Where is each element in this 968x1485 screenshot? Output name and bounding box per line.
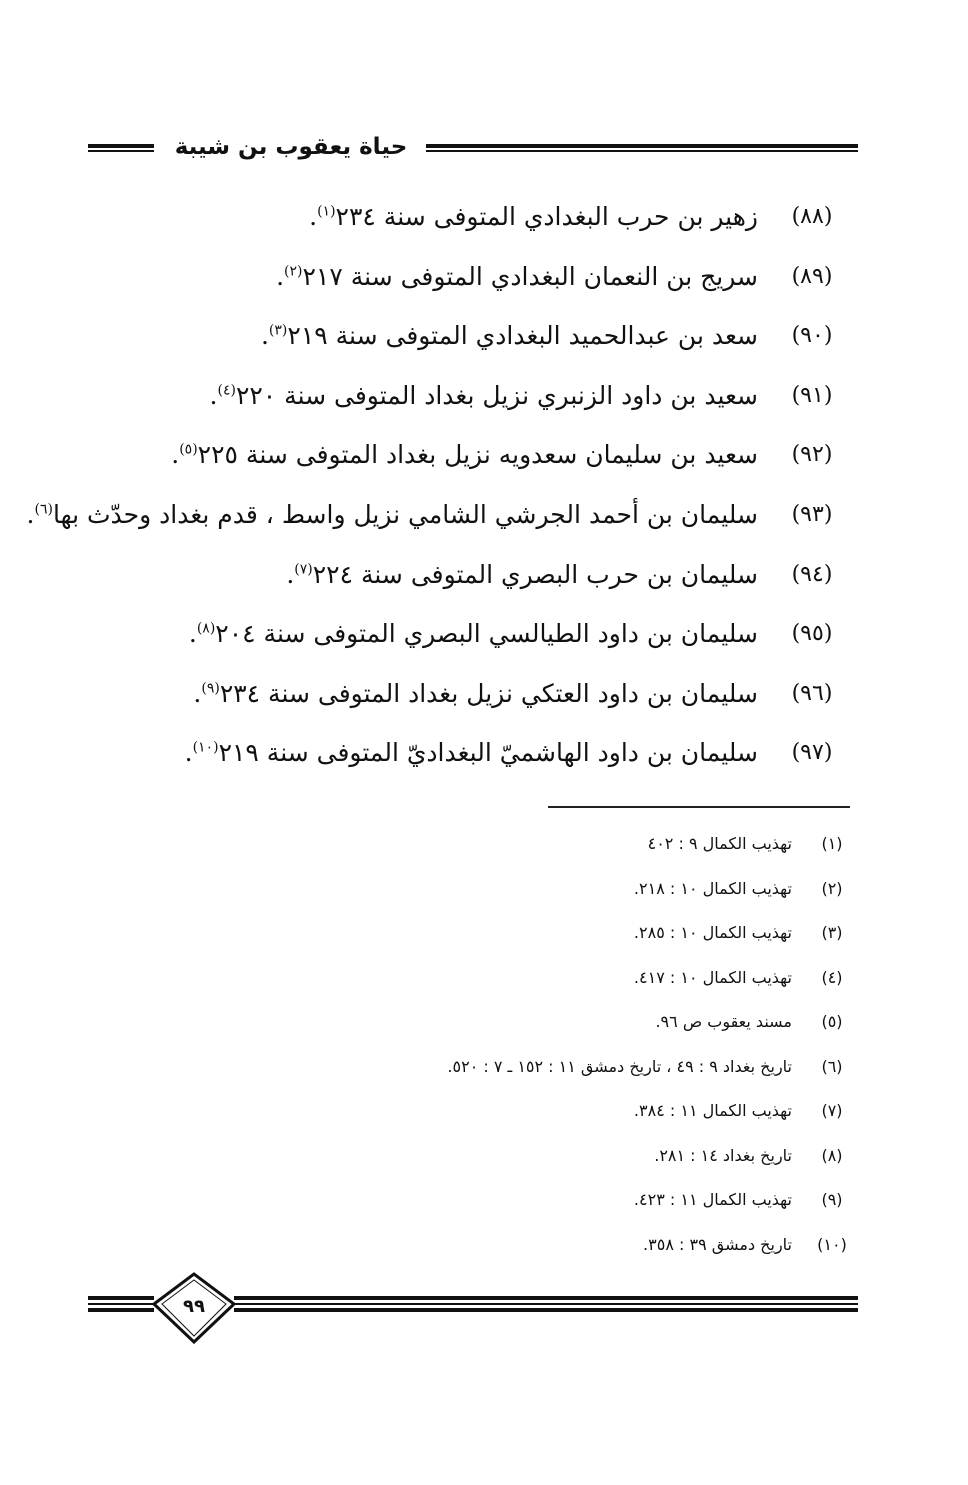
- narrator-entry: [82, 550, 842, 610]
- narrator-entry: [82, 192, 842, 252]
- entry-body: [286, 550, 758, 600]
- narrator-entry: [82, 252, 842, 312]
- entry-punctuation: .: [260, 321, 269, 351]
- narrator-entry: [82, 311, 842, 371]
- entry-body: [27, 490, 758, 540]
- entry-punctuation: .: [209, 380, 218, 410]
- entry-number: (٩٥): [791, 621, 833, 647]
- entry-text: سعيد بن داود الزنبري نزيل بغداد المتوفى سنة ٢٢٠: [235, 380, 758, 410]
- footnote: [152, 867, 852, 912]
- footnote: [152, 1178, 852, 1223]
- entry-text: سريج بن النعمان البغدادي المتوفى سنة ٢١٧: [302, 261, 758, 291]
- entry-punctuation: .: [184, 738, 193, 768]
- footnote-number: (١٠): [817, 1234, 847, 1254]
- footnote: [152, 1000, 852, 1045]
- page-number: ٩٩: [183, 1296, 205, 1317]
- entry-number: (٩٤): [791, 561, 833, 587]
- footnote-text: تهذيب الكمال ١٠ : ٢١٨.: [633, 878, 792, 898]
- entry-body: [261, 311, 758, 361]
- footnote: [152, 1045, 852, 1090]
- entry-body: [210, 371, 758, 421]
- footnote-number: (١): [821, 834, 843, 853]
- entry-punctuation: .: [276, 261, 285, 291]
- footnote-number: (٥): [821, 1012, 843, 1031]
- footnote: [152, 1134, 852, 1179]
- entry-body: [189, 609, 758, 659]
- footnote-text: تاريخ دمشق ٣٩ : ٣٥٨.: [643, 1234, 792, 1254]
- entry-number: (٩٧): [791, 740, 833, 766]
- entry-number: (٩٦): [791, 680, 833, 706]
- entry-text: سليمان بن حرب البصري المتوفى سنة ٢٢٤: [312, 559, 758, 589]
- narrator-entry: [82, 609, 842, 669]
- footnote-text: تاريخ بغداد ٩ : ٤٩ ، تاريخ دمشق ١١ : ١٥٢ ـ ٧ : ٥٢٠.: [447, 1056, 792, 1076]
- footnote-reference: (٧): [294, 561, 313, 578]
- entry-body: [193, 669, 758, 719]
- footnote-reference: (٨): [196, 620, 216, 637]
- entry-text: سعيد بن سليمان سعدويه نزيل بغداد المتوفى سنة ٢٢٥: [197, 440, 758, 470]
- footnote-reference: (٥): [179, 442, 198, 459]
- running-title: حياة يعقوب بن شيبة: [174, 134, 408, 160]
- entry-punctuation: .: [171, 440, 180, 470]
- footnote-reference: (٣): [268, 322, 288, 339]
- entry-number: (٩٢): [791, 442, 833, 468]
- footnote-number: (٣): [821, 923, 843, 942]
- narrator-entry: [26, 490, 842, 550]
- entry-number: (٩١): [791, 382, 833, 408]
- footnotes: [152, 822, 852, 1267]
- entry-body: [171, 430, 758, 480]
- entry-number: (٩٠): [791, 323, 833, 349]
- footnote-separator: [548, 806, 850, 808]
- entry-punctuation: .: [26, 499, 35, 529]
- footnote-number: (٨): [821, 1145, 843, 1165]
- entry-text: سليمان بن أحمد الجرشي الشامي نزيل واسط ، قدم بغداد وحدّث بها: [52, 499, 758, 529]
- footnote: [152, 1223, 852, 1268]
- footnote-reference: (٤): [217, 382, 236, 399]
- entry-punctuation: .: [286, 559, 295, 589]
- entry-text: سليمان بن داود العتكي نزيل بغداد المتوفى سنة ٢٣٤: [219, 678, 758, 708]
- footnote-number: (٩): [821, 1190, 843, 1209]
- entry-number: (٩٣): [791, 501, 833, 527]
- footnote-reference: (٢): [284, 263, 303, 280]
- entry-punctuation: .: [188, 619, 197, 649]
- running-header: [88, 128, 858, 168]
- entry-number: (٨٨): [791, 204, 833, 229]
- footnote-text: تهذيب الكمال ١١ : ٣٨٤.: [633, 1101, 792, 1120]
- footnote-reference: (١): [317, 203, 336, 220]
- footnote-number: (٤): [821, 967, 843, 987]
- entry-text: سعد بن عبدالحميد البغدادي المتوفى سنة ٢١٩: [287, 321, 758, 351]
- entry-text: سليمان بن داود الهاشميّ البغداديّ المتوفى سنة ٢١٩: [218, 738, 758, 768]
- footnote: [152, 1089, 852, 1134]
- entry-text: سليمان بن داود الطيالسي البصري المتوفى سنة ٢٠٤: [215, 619, 758, 649]
- header-rule-right: [426, 144, 858, 154]
- footnote-text: تهذيب الكمال ٩ : ٤٠٢: [647, 834, 792, 853]
- entry-body: [185, 728, 758, 778]
- footnote: [152, 911, 852, 956]
- narrator-entry: [82, 430, 842, 490]
- footnote: [152, 822, 852, 867]
- footnote-text: تهذيب الكمال ١٠ : ٤١٧.: [633, 967, 792, 987]
- header-rule-left: [88, 144, 154, 154]
- narrators-list: [26, 192, 842, 788]
- footnote: [152, 956, 852, 1001]
- narrator-entry: [82, 728, 842, 788]
- entry-text: زهير بن حرب البغدادي المتوفى سنة ٢٣٤: [335, 202, 758, 231]
- entry-punctuation: .: [193, 678, 202, 708]
- footnote-text: تهذيب الكمال ١١ : ٤٢٣.: [633, 1190, 792, 1209]
- entry-body: [309, 192, 758, 242]
- footnote-text: مسند يعقوب ص ٩٦.: [655, 1012, 792, 1031]
- footnote-reference: (٩): [201, 680, 220, 697]
- page-footer: [88, 1272, 858, 1346]
- footnote-reference: (١٠): [192, 740, 219, 757]
- footnote-number: (٦): [821, 1056, 843, 1076]
- footnote-number: (٢): [821, 878, 843, 898]
- entry-punctuation: .: [309, 202, 318, 231]
- narrator-entry: [82, 669, 842, 729]
- footnote-number: (٧): [821, 1101, 843, 1120]
- narrator-entry: [82, 371, 842, 431]
- entry-number: (٨٩): [791, 263, 833, 289]
- footnote-reference: (٦): [34, 501, 53, 518]
- footnote-text: تهذيب الكمال ١٠ : ٢٨٥.: [633, 923, 792, 942]
- entry-body: [276, 252, 758, 302]
- footnote-text: تاريخ بغداد ١٤ : ٢٨١.: [654, 1145, 792, 1165]
